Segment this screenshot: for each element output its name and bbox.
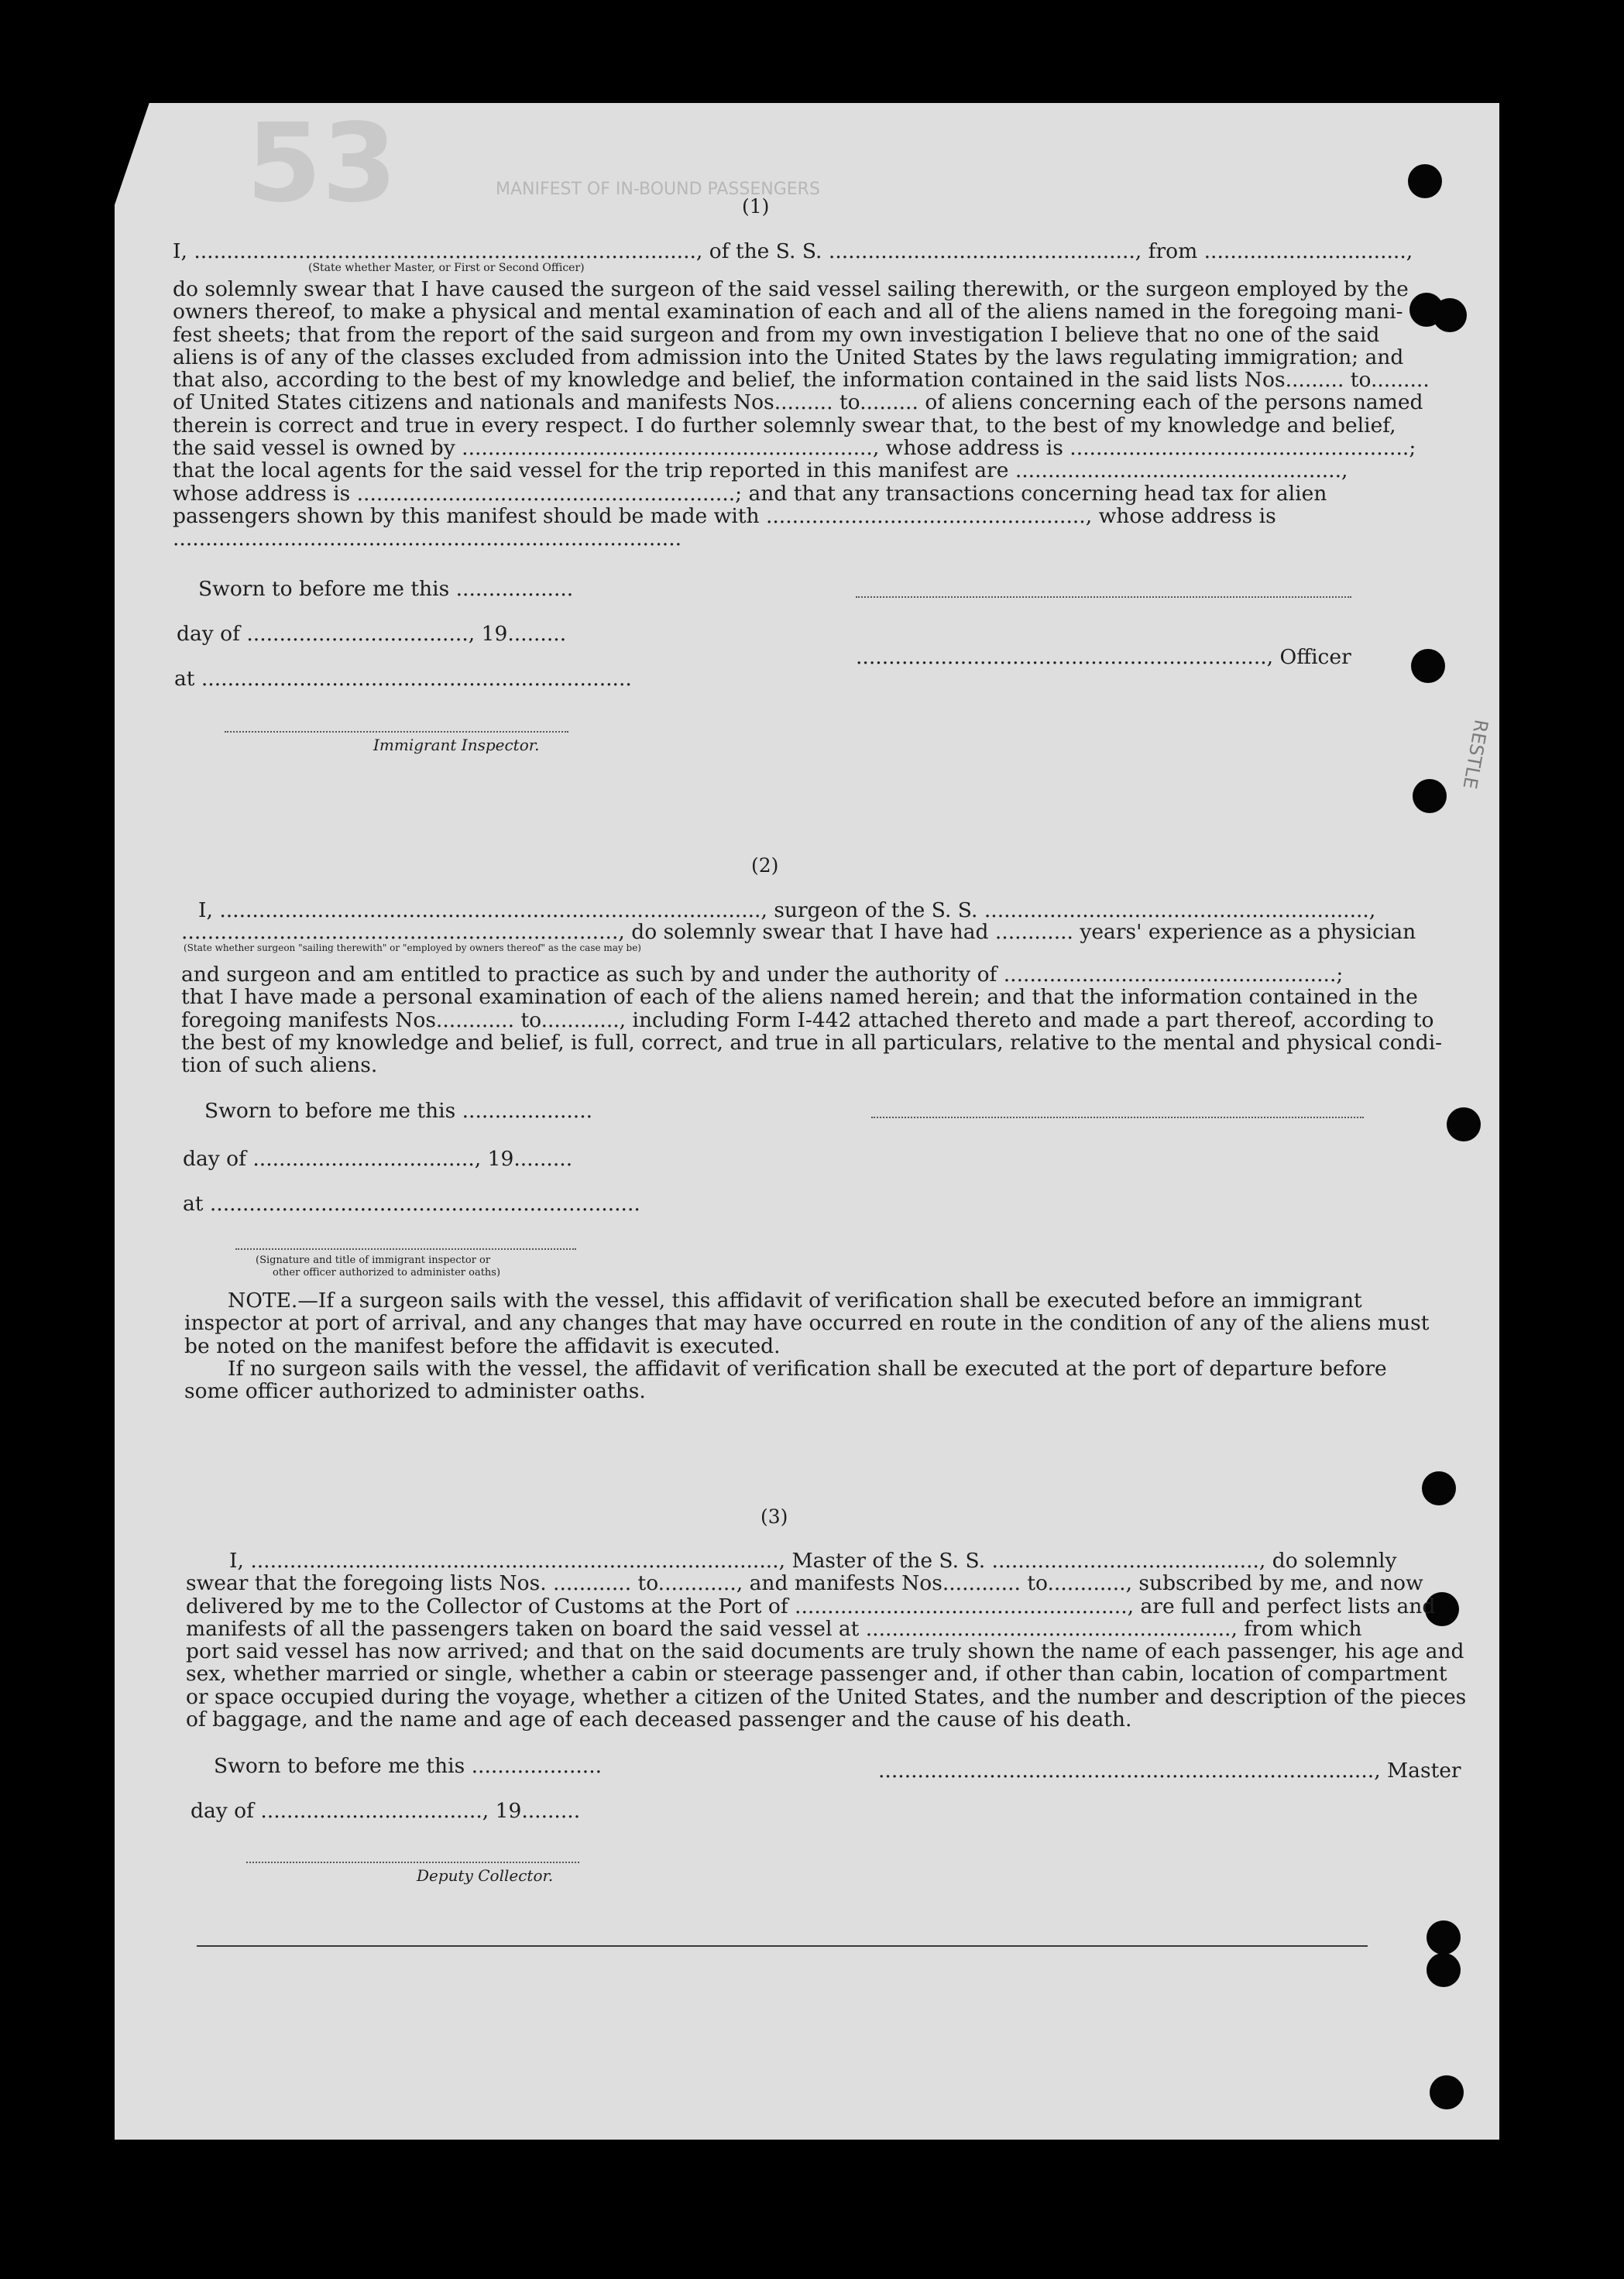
punch-hole <box>1427 1953 1461 1987</box>
body-line: owners thereof, to make a physical and mental examination of each and all of the aliens named in the foregoing mani- <box>173 300 1403 324</box>
body-line: foregoing manifests Nos............ to............, including Form I-442 attached thereto and made a part thereof, according to <box>181 1007 1434 1032</box>
section-3-body <box>186 1550 1466 1731</box>
body-line: sex, whether married or single, whether a cabin or steerage passenger and, if other than cabin, location of compartment <box>186 1662 1447 1687</box>
note-line: If no surgeon sails with the vessel, the affidavit of verification shall be executed at the port of departure before <box>228 1356 1387 1381</box>
body-line: that also, according to the best of my knowledge and belief, the information contained in the said lists Nos......... to......... <box>173 368 1430 393</box>
section-2-heading: (2) <box>751 854 779 877</box>
section-2-at: at .................................................................. <box>183 1192 640 1216</box>
section-1-line1: I, ............................................................................., of the S. S. ..............................................., from ..............................., <box>173 239 1413 263</box>
punch-hole <box>1411 649 1445 683</box>
note-line: be noted on the manifest before the affidavit is executed. <box>184 1333 781 1358</box>
body-line: passengers shown by this manifest should be made with ................................................., whose address is <box>173 503 1276 528</box>
body-line: therein is correct and true in every respect. I do further solemnly swear that, to the best of my knowledge and belief, <box>173 413 1396 438</box>
body-line: or space occupied during the voyage, whether a citizen of the United States, and the number and description of the pieces <box>186 1684 1467 1709</box>
body-line: .............................................................................. <box>173 527 682 551</box>
section-1-officer: ..............................................................., Officer <box>856 645 1351 669</box>
body-line: aliens is of any of the classes excluded from admission into the United States by the laws regulating immigration; and <box>173 345 1404 369</box>
section-3-day: day of .................................., 19......... <box>191 1799 581 1823</box>
section-1-sworn: Sworn to before me this .................. <box>198 577 574 601</box>
section-3-sworn: Sworn to before me this .................... <box>214 1754 603 1778</box>
section-1-heading: (1) <box>742 195 770 218</box>
section-3-master: ............................................................................, Master <box>878 1759 1461 1783</box>
body-line: the best of my knowledge and belief, is full, correct, and true in all particulars, relative to the mental and physical condi- <box>181 1030 1443 1055</box>
body-line: I, ................................................................................., Master of the S. S. ........................................., do solemnly <box>229 1549 1397 1573</box>
punch-hole <box>1430 2075 1464 2109</box>
punch-hole <box>1422 1471 1456 1505</box>
body-line: of United States citizens and nationals and manifests Nos......... to......... of aliens concerning each of the persons named <box>173 390 1423 415</box>
faint-stamp-mark: 53 <box>246 101 397 227</box>
signature-caption-2: other officer authorized to administer oaths) <box>273 1267 501 1279</box>
inspector-signature-line <box>225 731 568 733</box>
bottom-rule <box>197 1945 1368 1947</box>
section-2-line1: I, ..................................................................................., surgeon of the S. S. ..........................................................., <box>198 898 1376 922</box>
section-2-inspector-line <box>235 1248 576 1250</box>
section-3-collector: Deputy Collector. <box>417 1866 554 1885</box>
note-line: some officer authorized to administer oaths. <box>184 1379 646 1404</box>
note-line: NOTE.—If a surgeon sails with the vessel, this affidavit of verification shall be executed before an immigrant <box>228 1289 1362 1313</box>
section-2-day: day of .................................., 19......... <box>183 1147 573 1171</box>
punch-hole <box>1447 1107 1481 1141</box>
body-line: tion of such aliens. <box>181 1053 378 1078</box>
body-line: that I have made a personal examination of each of the aliens named herein; and that the information contained in the <box>181 985 1418 1010</box>
collector-signature-line <box>246 1862 579 1863</box>
punch-hole <box>1413 779 1447 813</box>
body-line: port said vessel has now arrived; and that on the said documents are truly shown the name of each passenger, his age and <box>186 1639 1464 1664</box>
punch-hole <box>1433 298 1467 332</box>
section-1-day: day of .................................., 19......... <box>177 622 567 646</box>
section-3-heading: (3) <box>760 1505 788 1528</box>
body-line: fest sheets; that from the report of the said surgeon and from my own investigation I believe that no one of the said <box>173 322 1380 347</box>
section-2-caption: (State whether surgeon "sailing therewith" or "employed by owners thereof" as the case may be) <box>184 942 641 953</box>
punch-hole <box>1408 164 1442 198</box>
section-1-caption: (State whether Master, or First or Second Officer) <box>308 262 585 274</box>
faint-header-bleed: MANIFEST OF IN-BOUND PASSENGERS <box>496 180 820 199</box>
punch-hole <box>1427 1920 1461 1955</box>
body-line: of baggage, and the name and age of each deceased passenger and the cause of his death. <box>186 1708 1132 1732</box>
note-line: inspector at port of arrival, and any changes that may have occurred en route in the condition of any of the aliens must <box>184 1311 1430 1336</box>
side-margin-text: RESTLE <box>1458 718 1492 791</box>
section-2-line2: ..................................................................., do solemnly swear that I have had ............ years' experience as a physician <box>181 920 1416 944</box>
body-line: delivered by me to the Collector of Customs at the Port of ..................................................., are full and perfect lists and <box>186 1594 1436 1618</box>
body-line: manifests of all the passengers taken on board the said vessel at ........................................................, from which <box>186 1616 1362 1641</box>
section-2-body <box>181 963 1442 1076</box>
section-1-body <box>173 278 1430 551</box>
body-line: swear that the foregoing lists Nos. ............ to............, and manifests Nos............ to............, subscribed by me, and now <box>186 1571 1423 1596</box>
officer-signature-line <box>856 596 1351 598</box>
section-1-inspector: Immigrant Inspector. <box>373 736 540 754</box>
body-line: that the local agents for the said vessel for the trip reported in this manifest are .................................................., <box>173 458 1348 483</box>
section-2-note <box>184 1289 1429 1402</box>
body-line: do solemnly swear that I have caused the surgeon of the said vessel sailing therewith, or the surgeon employed by the <box>173 277 1409 301</box>
section-2-sworn: Sworn to before me this .................... <box>204 1099 593 1123</box>
body-line: whose address is ..........................................................; and that any transactions concerning head tax for alien <box>173 481 1327 506</box>
section-2-signature-line <box>871 1117 1364 1118</box>
body-line: and surgeon and am entitled to practice as such by and under the authority of ...................................................; <box>181 963 1344 987</box>
section-1-at: at .................................................................. <box>174 667 632 691</box>
signature-caption-1: (Signature and title of immigrant inspector or <box>256 1254 491 1266</box>
body-line: the said vessel is owned by ..............................................................., whose address is ....................................................; <box>173 436 1416 461</box>
